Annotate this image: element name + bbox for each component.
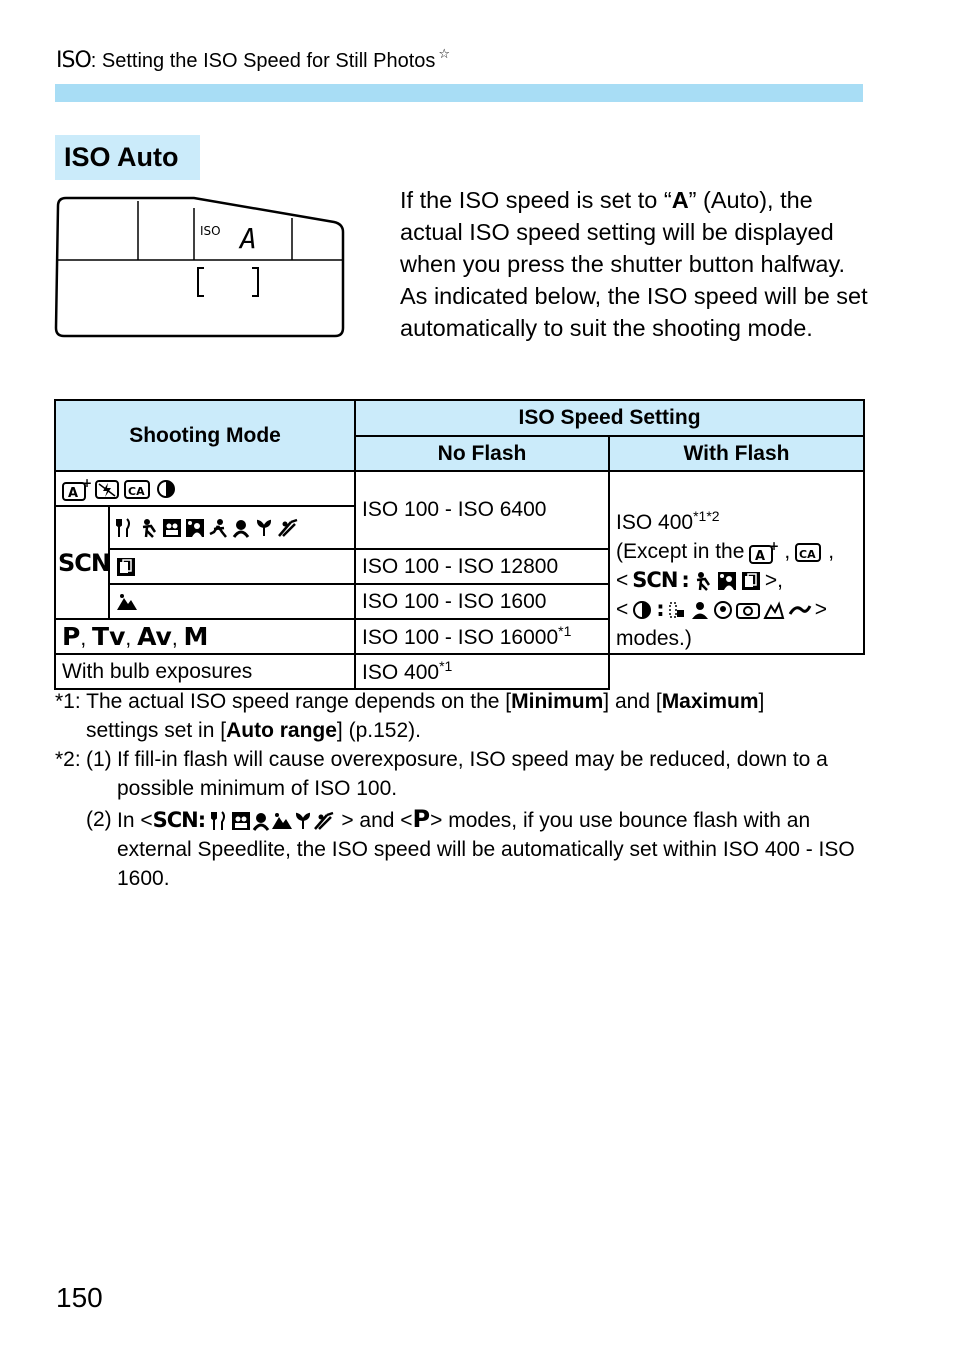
- kids-icon: [139, 518, 159, 538]
- mode-tv: Tv: [92, 622, 126, 651]
- special-scene-icon: [155, 478, 177, 500]
- header-with-flash: With Flash: [609, 436, 864, 471]
- row-scn-handheld-night: [109, 549, 355, 584]
- row6-no-flash: ISO 400$^{*1}$: [355, 654, 609, 689]
- svg-text:+: +: [769, 539, 780, 553]
- scn-cell: SCN: [55, 506, 109, 619]
- intro-paragraph: If the ISO speed is set to “A” (Auto), the actual ISO speed setting will be displayed when you press the shutter button halfway. As indicated below, the ISO speed will be set automatically to suit the shooting mode.: [400, 187, 868, 341]
- lcd-panel-illustration: [54, 196, 346, 340]
- iso-icon: ISO: [56, 48, 91, 73]
- page-number: 150: [56, 1282, 103, 1313]
- night-portrait-icon: [185, 518, 205, 538]
- fish-eye-icon: [713, 600, 733, 620]
- footnote-2: *2: (1) If fill-in flash will cause overexposure, ISO speed may be reduced, down to a possible minimum of ISO 100. (2) In <SCN: > and <P> modes, if you use bounce flash with an external Speedlite, the ISO speed will be automatically set within ISO 400 - ISO 1600.: [55, 748, 855, 890]
- section-title: ISO Auto: [55, 135, 200, 180]
- hdr-backlight-icon: [277, 518, 299, 538]
- soft-focus-icon: [690, 600, 710, 620]
- svg-text:CA: CA: [128, 484, 145, 498]
- header-iso-speed-setting: ISO Speed Setting: [355, 400, 864, 436]
- row-creative-modes: P, Tv, Av, M: [55, 619, 355, 654]
- svg-text:+: +: [82, 476, 92, 490]
- food-icon: [211, 810, 231, 832]
- row1-no-flash: ISO 100 - ISO 6400: [355, 471, 609, 549]
- kids-icon: [693, 571, 713, 591]
- scene-intelligent-auto-icon: [62, 477, 92, 501]
- group-photo-icon: [162, 518, 182, 538]
- flash-off-icon: [95, 478, 121, 500]
- header-shooting-mode: Shooting Mode: [55, 400, 355, 471]
- night-portrait-icon: [717, 571, 737, 591]
- creative-auto-icon: [124, 478, 152, 500]
- with-flash-cell: ISO $400^{*1*2}$ (Except in the A + , CA , < SCN : >, < : > modes.): [609, 471, 864, 654]
- art-effect-icon: [788, 600, 812, 620]
- iso-speed-table: [54, 399, 865, 690]
- svg-text:A: A: [755, 548, 766, 564]
- auto-letter: A: [671, 187, 689, 213]
- row-scn-group1: [109, 506, 355, 549]
- sports-icon: [208, 518, 228, 538]
- header-title: : Setting the ISO Speed for Still Photos: [90, 50, 436, 72]
- hdr-backlight-icon: [313, 811, 335, 831]
- miniature-icon: [763, 600, 785, 620]
- mode-p: P: [62, 622, 81, 651]
- scn-mode-icon: SCN: [152, 808, 198, 832]
- advanced-star-icon: ☆: [438, 46, 451, 61]
- row4-no-flash: ISO 100 - ISO 1600: [355, 584, 609, 619]
- header-bar: [55, 84, 863, 102]
- row-bulb: With bulb exposures: [55, 654, 355, 689]
- page-header: [56, 48, 450, 73]
- group-photo-icon: [231, 811, 251, 831]
- lcd-auto-value: A: [240, 222, 257, 255]
- creative-auto-icon: [795, 541, 823, 563]
- handheld-night-scene-icon: [741, 571, 761, 591]
- svg-text:A: A: [68, 485, 79, 501]
- mode-p: P: [412, 805, 431, 833]
- toy-camera-icon: [736, 600, 760, 620]
- lcd-iso-label: ISO: [200, 224, 221, 238]
- handheld-night-scene-icon: [116, 557, 136, 577]
- close-up-icon: [293, 811, 313, 831]
- row3-no-flash: ISO 100 - ISO 12800: [355, 549, 609, 584]
- portrait-icon: [231, 518, 251, 538]
- mode-av: Av: [137, 622, 172, 651]
- svg-text:CA: CA: [799, 547, 816, 561]
- mode-m: M: [183, 622, 209, 651]
- landscape-icon: [271, 811, 293, 831]
- portrait-icon: [251, 811, 271, 831]
- footnote-1: *1: The actual ISO speed range depends on the [Minimum] and [Maximum] settings set in [Auto range] (p.152).: [55, 690, 765, 742]
- header-no-flash: No Flash: [355, 436, 609, 471]
- scn-mode-icon: SCN: [632, 568, 678, 592]
- scene-intelligent-auto-icon: [749, 540, 779, 564]
- row-scn-landscape: [109, 584, 355, 619]
- row5-no-flash: ISO 100 - ISO 16000$^{*1}$: [355, 619, 609, 654]
- landscape-icon: [116, 592, 138, 612]
- row-basic-modes: [55, 471, 355, 506]
- close-up-icon: [254, 518, 274, 538]
- grainy-bw-icon: [667, 600, 687, 620]
- special-scene-icon: [631, 599, 653, 621]
- food-icon: [116, 517, 136, 539]
